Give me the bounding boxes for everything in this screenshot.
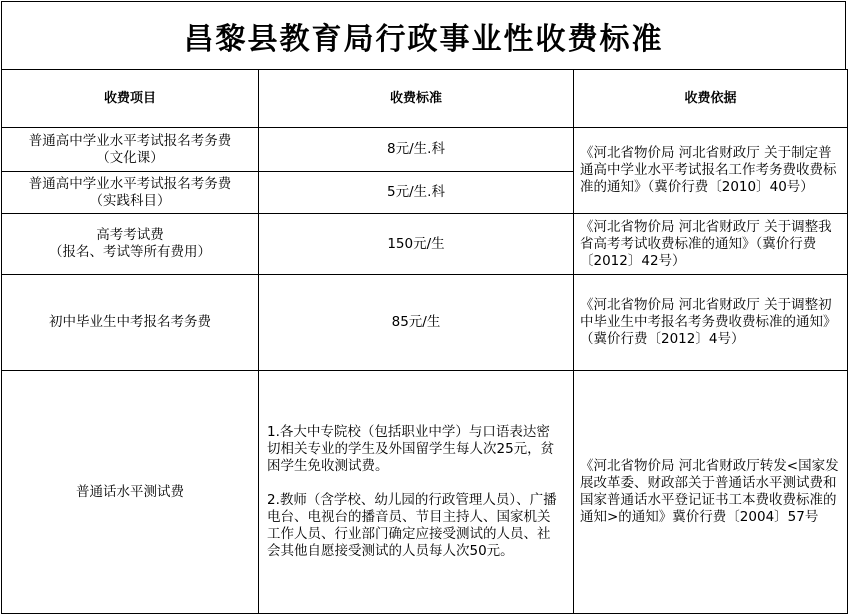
fee-table	[1, 69, 848, 614]
row5-standard	[259, 371, 574, 614]
row1-item: 普通高中学业水平考试报名考务费 （文化课）	[2, 128, 259, 172]
row3-item: 高考考试费 （报名、考试等所有费用）	[2, 214, 259, 275]
row4-basis: 《河北省物价局 河北省财政厅 关于调整初中毕业生中考报名考务费收费标准的通知》（冀价行费〔2012〕4号）	[574, 275, 848, 371]
row1-2-basis: 《河北省物价局 河北省财政厅 关于制定普通高中学业水平考试报名工作考务费收费标准的通知》（冀价行费〔2010〕40号）	[574, 128, 848, 214]
row5-standard-p1: 1.各大中专院校（包括职业中学）与口语表达密切相关专业的学生及外国留学生每人次25元，贫困学生免收测试费。	[267, 424, 555, 474]
table-row	[2, 371, 848, 614]
row2-standard: 5元/生.科	[259, 172, 574, 214]
row2-item: 普通高中学业水平考试报名考务费 （实践科目）	[2, 172, 259, 214]
header-item: 收费项目	[2, 70, 259, 128]
table-header-row	[2, 70, 848, 128]
row3-standard: 150元/生	[259, 214, 574, 275]
row5-item: 普通话水平测试费	[2, 371, 259, 614]
row5-standard-p2: 2.教师（含学校、幼儿园的行政管理人员）、广播电台、电视台的播音员、节目主持人、国家机关工作人员、行业部门确定应接受测试的人员、社会其他自愿接受测试的人员每人次50元。	[267, 492, 557, 559]
row3-basis: 《河北省物价局 河北省财政厅 关于调整我省高考考试收费标准的通知》（冀价行费〔2012〕42号）	[574, 214, 848, 275]
header-basis: 收费依据	[574, 70, 848, 128]
row1-standard: 8元/生.科	[259, 128, 574, 172]
row4-standard: 85元/生	[259, 275, 574, 371]
row4-item: 初中毕业生中考报名考务费	[2, 275, 259, 371]
table-row	[2, 128, 848, 172]
table-row	[2, 275, 848, 371]
header-standard: 收费标准	[259, 70, 574, 128]
table-row	[2, 214, 848, 275]
row5-basis: 《河北省物价局 河北省财政厅转发<国家发展改革委、财政部关于普通话水平测试费和国家普通话水平登记证书工本费收费标准的通知>的通知》冀价行费〔2004〕57号	[574, 371, 848, 614]
page-title: 昌黎县教育局行政事业性收费标准	[1, 1, 846, 70]
